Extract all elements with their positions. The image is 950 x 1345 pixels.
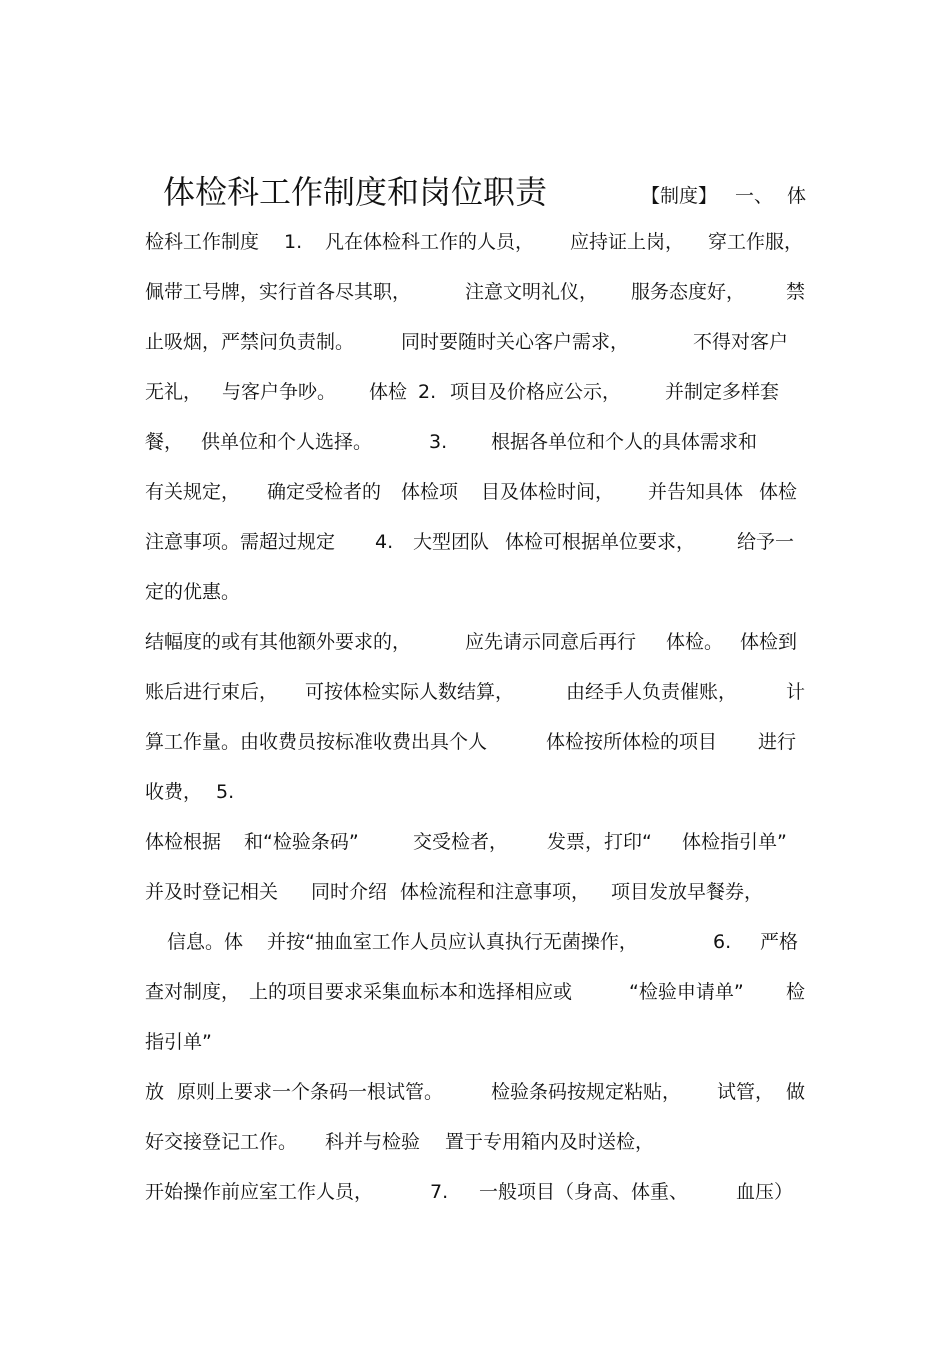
text-segment: 同时要随时关心客户需求， (401, 331, 630, 353)
text-segment: 一般项目（身高、体重、 (479, 1181, 689, 1203)
text-segment: 确定受检者的 (267, 481, 382, 503)
text-segment: 体检项 (401, 481, 459, 503)
text-segment: 计 (786, 681, 806, 703)
text-segment: 并按“抽血室工作人员应认真执行无菌操作， (267, 931, 638, 953)
text-segment: 并制定多样套 (665, 381, 780, 403)
text-segment: 好交接登记工作。 (145, 1131, 298, 1153)
text-segment: 7. (430, 1181, 449, 1203)
text-segment: 体检到 (740, 631, 798, 653)
text-segment: 进行 (758, 731, 797, 753)
text-segment: 大型团队 (413, 531, 490, 553)
text-segment: 应持证上岗， (570, 231, 685, 253)
text-segment: 由经手人负责催账， (566, 681, 738, 703)
text-segment: 体检 (369, 381, 408, 403)
text-segment: 服务态度好， (631, 281, 746, 303)
text-segment: 与客户争吵。 (222, 381, 337, 403)
text-segment: 并及时登记相关 (145, 881, 279, 903)
text-segment: 应先请示同意后再行 (465, 631, 637, 653)
text-segment: 开始操作前应室工作人员， (145, 1181, 374, 1203)
text-segment: 指引单” (145, 1031, 212, 1053)
text-segment: 体检指引单” (682, 831, 787, 853)
text-segment: 体检可根据单位要求， (505, 531, 696, 553)
text-segment: 4. (375, 531, 394, 553)
text-segment: 可按体检实际人数结算， (305, 681, 515, 703)
text-segment: 注意事项。需超过规定 (145, 531, 336, 553)
text-segment: 1. (284, 231, 303, 253)
text-segment: 算工作量。由收费员按标准收费出具个人 (145, 731, 488, 753)
text-segment: 严格 (760, 931, 799, 953)
text-segment: 并告知具体 (648, 481, 744, 503)
text-segment: 供单位和个人选择。 (201, 431, 373, 453)
text-segment: 5. (216, 781, 235, 803)
text-segment: 体检 (759, 481, 798, 503)
text-segment: 原则上要求一个条码一根试管。 (177, 1081, 444, 1103)
text-segment: 目及体检时间， (481, 481, 615, 503)
text-segment: 凡在体检科工作的人员， (325, 231, 535, 253)
text-segment: 上的项目要求采集血标本和选择相应或 (249, 981, 573, 1003)
text-segment: 一、 (735, 185, 774, 207)
text-segment: 同时介绍 (311, 881, 388, 903)
text-segment: 做 (786, 1081, 806, 1103)
text-segment: 【制度】 (641, 185, 718, 207)
text-segment: 项目及价格应公示， (450, 381, 622, 403)
text-segment: 试管， (717, 1081, 775, 1103)
text-segment: 查对制度， (145, 981, 241, 1003)
text-segment: 体检流程和注意事项， (400, 881, 591, 903)
text-segment: 账后进行束后， (145, 681, 279, 703)
text-segment: 穿工作服， (708, 231, 804, 253)
text-segment: 体检按所体检的项目 (546, 731, 718, 753)
text-segment: 体检根据 (145, 831, 222, 853)
text-segment: 体检。 (666, 631, 724, 653)
text-segment: 3. (429, 431, 448, 453)
text-segment: 和“检验条码” (244, 831, 359, 853)
text-segment: 无礼， (145, 381, 203, 403)
text-segment: 科并与检验 (325, 1131, 421, 1153)
text-segment: 结幅度的或有其他额外要求的， (145, 631, 412, 653)
text-segment: 检验条码按规定粘贴， (491, 1081, 682, 1103)
text-segment: “检验申请单” (629, 981, 744, 1003)
text-segment: 不得对客户 (693, 331, 789, 353)
text-segment: 置于专用箱内及时送检， (445, 1131, 655, 1153)
text-segment: 检 (786, 981, 806, 1003)
text-segment: 佩带工号牌，实行首各尽其职， (145, 281, 412, 303)
text-segment: 血压） (736, 1181, 794, 1203)
text-segment: 餐， (145, 431, 184, 453)
text-segment: 检科工作制度 (145, 231, 260, 253)
text-segment: 收费， (145, 781, 203, 803)
text-segment: 止吸烟，严禁问负责制。 (145, 331, 355, 353)
text-segment: 项目发放早餐券， (611, 881, 764, 903)
text-segment: 禁 (786, 281, 806, 303)
text-segment: 根据各单位和个人的具体需求和 (491, 431, 758, 453)
text-segment: 注意文明礼仪， (465, 281, 599, 303)
text-segment: 放 (145, 1081, 165, 1103)
text-segment: 给予一 (737, 531, 795, 553)
text-segment: 发票，打印“ (547, 831, 652, 853)
text-segment: 体 (787, 185, 807, 207)
text-segment: 有关规定， (145, 481, 241, 503)
text-segment: 信息。体 (167, 931, 244, 953)
text-segment: 交受检者， (413, 831, 509, 853)
document-title: 体检科工作制度和岗位职责 (163, 173, 548, 211)
text-segment: 6. (713, 931, 732, 953)
text-segment: 定的优惠。 (145, 581, 241, 603)
text-segment: 2. (418, 381, 437, 403)
